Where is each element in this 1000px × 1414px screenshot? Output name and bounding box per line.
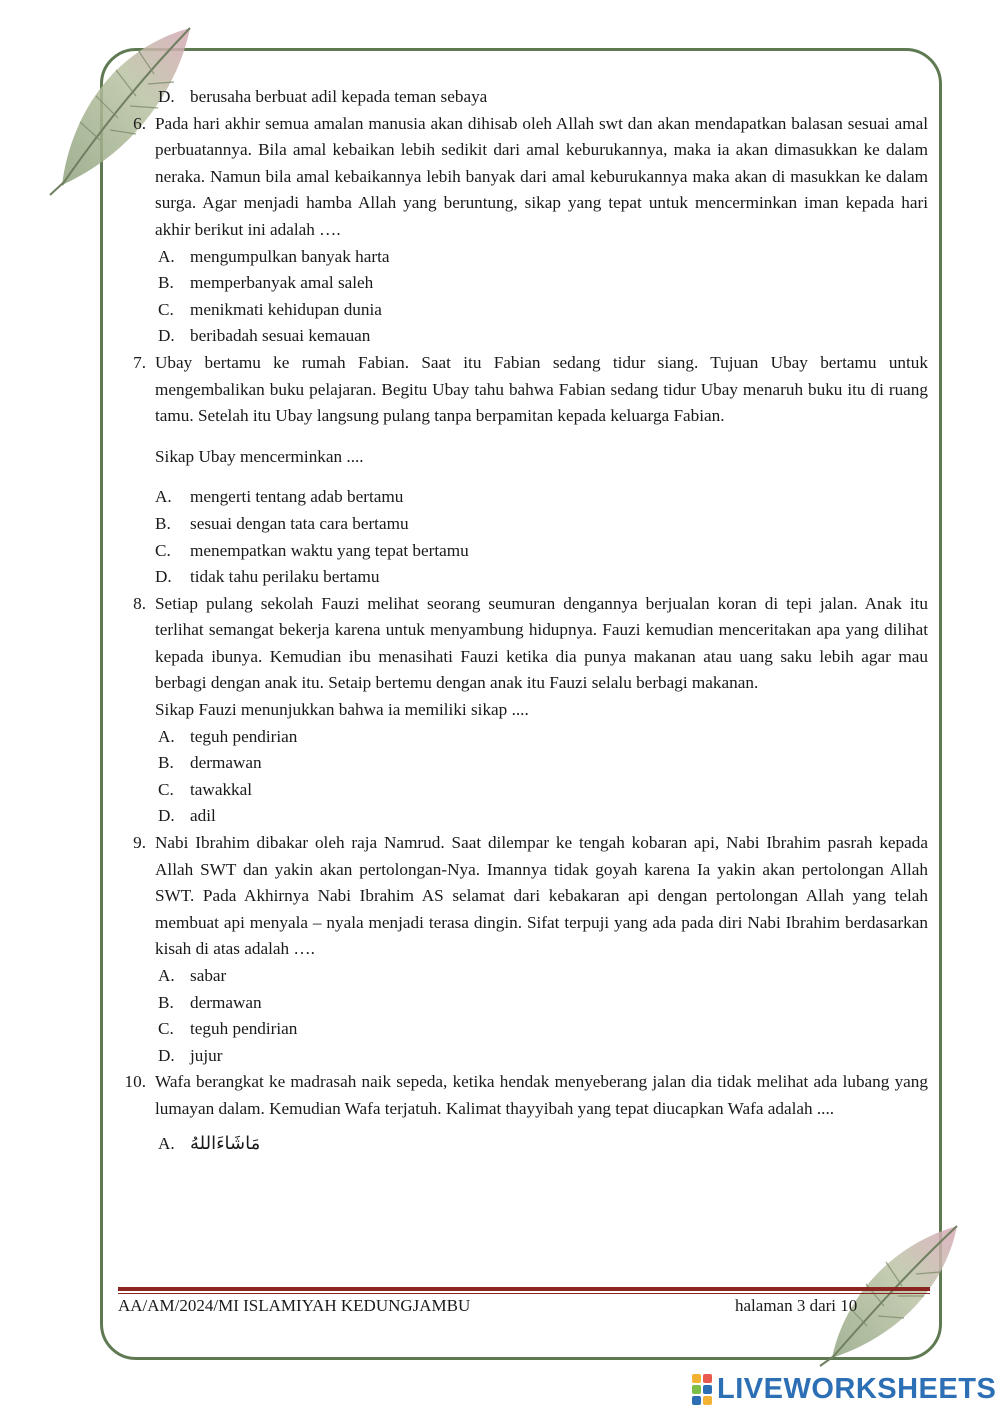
- option-letter: A.: [158, 246, 175, 266]
- option-letter: A.: [158, 726, 175, 746]
- option-letter: B.: [158, 753, 174, 773]
- option-letter: D.: [158, 87, 175, 106]
- question-9: [118, 830, 928, 963]
- question-number: 9.: [133, 833, 146, 853]
- option-letter: A.: [158, 1133, 175, 1153]
- option-text: berusaha berbuat adil kepada teman sebaya: [190, 87, 488, 106]
- option-a[interactable]: [118, 963, 928, 990]
- option-letter: C.: [158, 299, 174, 319]
- question-number: 6.: [133, 113, 146, 133]
- footer-document-code: AA/AM/2024/MI ISLAMIYAH KEDUNGJAMBU: [118, 1296, 471, 1315]
- option-text: dermawan: [190, 992, 262, 1012]
- question-6-options: [118, 244, 928, 350]
- option-letter: B.: [158, 273, 174, 293]
- option-text: sabar: [190, 966, 227, 985]
- option-d[interactable]: [118, 564, 928, 591]
- option-a[interactable]: [118, 1131, 928, 1158]
- question-prompt: Sikap Ubay mencerminkan ....: [155, 446, 364, 466]
- option-a[interactable]: [118, 724, 928, 751]
- option-letter: B.: [155, 513, 171, 533]
- question-prompt: Sikap Fauzi menunjukkan bahwa ia memiliki sikap ....: [155, 700, 529, 720]
- footer-rule-thick: [118, 1287, 930, 1291]
- question-9-options: [118, 963, 928, 1069]
- question-6: [118, 111, 928, 244]
- option-text: sesuai dengan tata cara bertamu: [190, 513, 409, 533]
- footer-page-number: halaman 3 dari 10: [735, 1296, 858, 1315]
- option-c[interactable]: [118, 777, 928, 804]
- question-8-options: [118, 724, 928, 830]
- option-d[interactable]: [118, 1043, 928, 1070]
- question-7-options: [118, 484, 928, 590]
- option-letter: D.: [158, 806, 175, 826]
- question-10-options: [118, 1131, 928, 1158]
- option-text: teguh pendirian: [190, 726, 298, 746]
- option-text: mengumpulkan banyak harta: [190, 246, 390, 266]
- option-letter: D.: [158, 326, 175, 346]
- question-text: Wafa berangkat ke madrasah naik sepeda, ketika hendak menyeberang jalan dia tidak melihat ada lubang yang lumayan dalam. Kemudian Wafa terjatuh. Kalimat thayyibah yang tepat diucapkan Wafa adalah ....: [155, 1072, 928, 1118]
- worksheet-content: [118, 84, 928, 1157]
- option-text: tawakkal: [190, 779, 253, 799]
- option-d[interactable]: [118, 323, 928, 350]
- option-letter: C.: [158, 779, 174, 799]
- question-text: Nabi Ibrahim dibakar oleh raja Namrud. Saat dilempar ke tengah kobaran api, Nabi Ibrahim pasrah kepada Allah SWT dan yakin akan pertolongan-Nya. Imannya tidak goyah karena Ia yakin akan pertolongan Allah SWT. Pada Akhirnya Nabi Ibrahim AS selamat dari kebakaran api dengan pertolongan Allah yang telah membuat api menyala – nyala menjadi terasa dingin. Sifat terpuji yang ada pada diri Nabi Ibrahim berdasarkan kisah di atas adalah ….: [155, 833, 928, 959]
- option-text: tidak tahu perilaku bertamu: [190, 567, 380, 587]
- option-text: beribadah sesuai kemauan: [190, 326, 371, 346]
- question-number: 10.: [124, 1072, 146, 1092]
- option-text: adil: [190, 806, 216, 826]
- logo-text: LIVEWORKSHEETS: [717, 1372, 997, 1405]
- question-number: 8.: [133, 593, 146, 613]
- option-c[interactable]: [118, 1016, 928, 1043]
- footer-rule-thin: [118, 1293, 930, 1294]
- option-b[interactable]: [118, 270, 928, 297]
- option-text: jujur: [190, 1045, 223, 1065]
- option-b[interactable]: [118, 511, 928, 538]
- option-c[interactable]: [118, 297, 928, 324]
- option-letter: A.: [158, 966, 175, 985]
- option-letter: A.: [155, 487, 172, 507]
- option-letter: B.: [158, 992, 174, 1012]
- option-text: memperbanyak amal saleh: [190, 273, 374, 293]
- question-7: [118, 350, 928, 430]
- option-letter: C.: [155, 540, 171, 560]
- question-8: [118, 591, 928, 697]
- option-text: menempatkan waktu yang tepat bertamu: [190, 540, 469, 560]
- option-text: menikmati kehidupan dunia: [190, 299, 382, 319]
- option-a[interactable]: [118, 484, 928, 511]
- option-text-arabic: مَاشَاءَاللهُ: [190, 1132, 261, 1154]
- question-10: [118, 1069, 928, 1122]
- question-text: Setiap pulang sekolah Fauzi melihat seorang seumuran dengannya berjualan koran di tepi jalan. Anak itu terlihat semangat bekerja karena untuk menyambung hidupnya. Fauzi kemudian menceritakan apa yang dilihat kepada ibunya. Kemudian ibu menasihati Fauzi ketika dia punya makanan atau uang saku lebih agar mau berbagi dengan anak itu. Setaip bertemu dengan anak itu Fauzi selalu berbagi makanan.: [155, 593, 928, 693]
- option-d[interactable]: [118, 803, 928, 830]
- question-text: Ubay bertamu ke rumah Fabian. Saat itu Fabian sedang tidur siang. Tujuan Ubay bertamu untuk mengembalikan buku pelajaran. Begitu Ubay tahu bahwa Fabian sedang tidur Ubay menaruh buku itu di ruang tamu. Setelah itu Ubay langsung pulang tanpa berpamitan kepada keluarga Fabian.: [155, 352, 928, 426]
- option-letter: D.: [155, 567, 172, 587]
- liveworksheets-logo[interactable]: [692, 1372, 996, 1406]
- option-a[interactable]: [118, 244, 928, 271]
- option-letter: D.: [158, 1045, 175, 1065]
- option-text: dermawan: [190, 753, 262, 773]
- option-letter: C.: [158, 1019, 174, 1039]
- option-b[interactable]: [118, 990, 928, 1017]
- question-number: 7.: [133, 352, 146, 372]
- option-c[interactable]: [118, 538, 928, 565]
- option-b[interactable]: [118, 750, 928, 777]
- logo-grid-icon: [692, 1374, 712, 1405]
- option-text: teguh pendirian: [190, 1019, 298, 1039]
- option-text: mengerti tentang adab bertamu: [190, 487, 404, 507]
- question-text: Pada hari akhir semua amalan manusia akan dihisab oleh Allah swt dan akan mendapatkan balasan sesuai amal perbuatannya. Bila amal kebaikan lebih sedikit dari amal keburukannya, maka ia akan dimasukkan ke dalam neraka. Namun bila amal kebaikannya lebih banyak dari amal keburukannya maka akan di masukkan ke dalam surga. Agar menjadi hamba Allah yang beruntung, sikap yang tepat untuk mencerminkan iman kepada hari akhir berikut ini adalah ….: [155, 113, 928, 239]
- option-prev-d: [118, 84, 928, 111]
